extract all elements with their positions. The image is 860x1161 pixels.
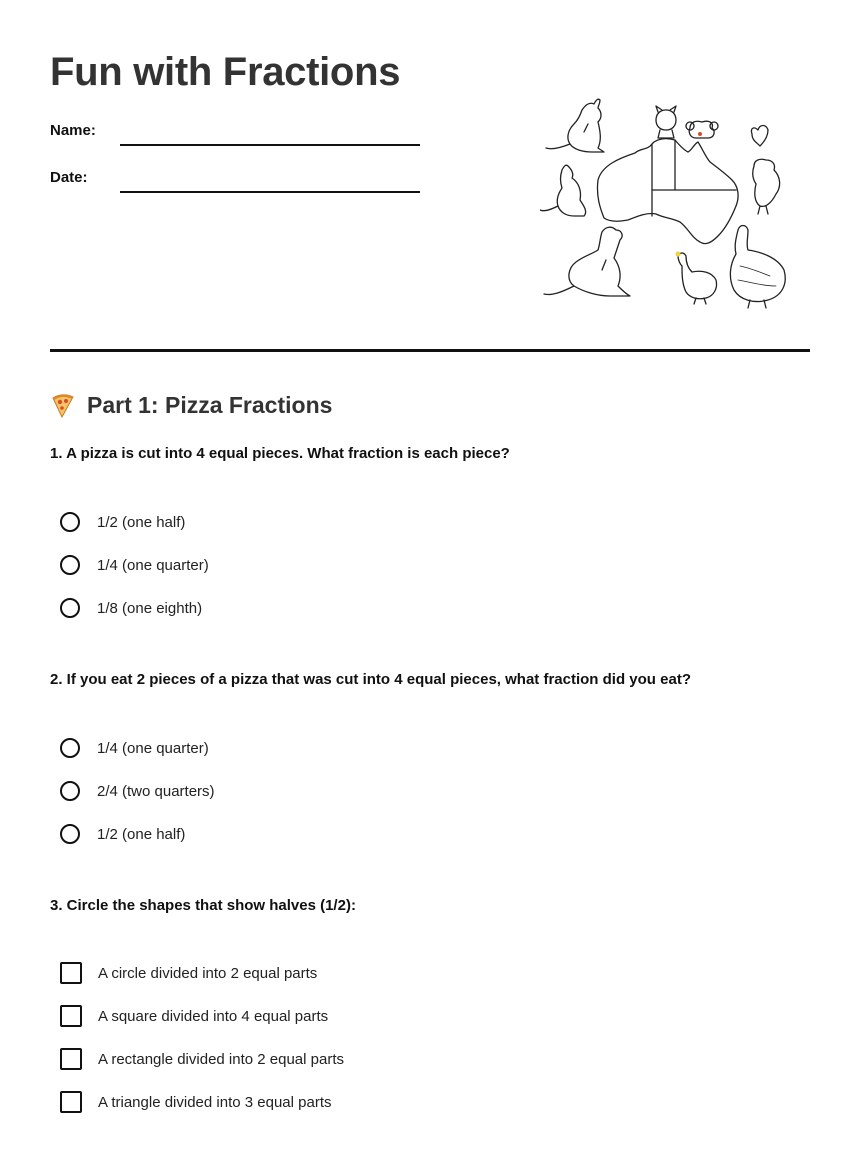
checkbox[interactable] — [60, 1005, 82, 1027]
option-label: 1/8 (one eighth) — [97, 599, 203, 617]
section-divider — [50, 349, 810, 352]
emu-large-icon — [730, 226, 785, 309]
q1-option-1[interactable] — [60, 509, 185, 535]
worksheet-page — [50, 0, 810, 1161]
q1-option-3[interactable] — [60, 595, 202, 621]
q3-option-3[interactable] — [60, 1046, 344, 1072]
q3-option-2[interactable] — [60, 1003, 328, 1029]
option-label: 1/4 (one quarter) — [97, 739, 209, 757]
q1-option-2[interactable] — [60, 552, 209, 578]
date-label: Date: — [50, 169, 88, 186]
australia-map-icon — [597, 139, 738, 244]
possum-icon — [656, 106, 676, 138]
part1-heading — [50, 388, 332, 422]
option-label: 1/2 (one half) — [97, 513, 186, 531]
q2-option-3[interactable] — [60, 821, 185, 847]
checkbox[interactable] — [60, 962, 82, 984]
option-label: A rectangle divided into 2 equal parts — [98, 1050, 344, 1068]
option-label: A square divided into 4 equal parts — [98, 1007, 329, 1025]
name-field[interactable] — [50, 122, 430, 152]
option-label: A triangle divided into 3 equal parts — [98, 1093, 332, 1111]
option-label: 1/4 (one quarter) — [97, 556, 209, 574]
radio-button[interactable] — [60, 512, 80, 532]
name-label: Name: — [50, 122, 96, 139]
radio-button[interactable] — [60, 824, 80, 844]
radio-button[interactable] — [60, 738, 80, 758]
date-line[interactable] — [120, 191, 420, 193]
radio-button[interactable] — [60, 555, 80, 575]
wallaby-icon — [540, 165, 586, 216]
pizza-icon — [50, 392, 76, 418]
page-title: Fun with Fractions — [50, 50, 401, 94]
date-field[interactable] — [50, 169, 430, 199]
part1-title: Part 1: Pizza Fractions — [87, 391, 333, 418]
australia-animals-illustration — [540, 90, 790, 310]
q2-option-1[interactable] — [60, 735, 209, 761]
radio-button[interactable] — [60, 781, 80, 801]
kangaroo-icon — [546, 99, 604, 152]
koala-icon — [686, 121, 718, 138]
option-label: 1/2 (one half) — [97, 825, 186, 843]
q3-option-1[interactable] — [60, 960, 317, 986]
question-3: 3. Circle the shapes that show halves (1/2): — [50, 897, 356, 914]
option-label: 2/4 (two quarters) — [97, 782, 215, 800]
q2-option-2[interactable] — [60, 778, 215, 804]
question-2: 2. If you eat 2 pieces of a pizza that was cut into 4 equal pieces, what fraction did you eat? — [50, 671, 691, 688]
q3-option-4[interactable] — [60, 1089, 332, 1115]
option-label: A circle divided into 2 equal parts — [98, 964, 318, 982]
owl-icon — [753, 159, 780, 214]
emu-small-icon — [678, 253, 717, 304]
checkbox[interactable] — [60, 1048, 82, 1070]
checkbox[interactable] — [60, 1091, 82, 1113]
name-line[interactable] — [120, 144, 420, 146]
radio-button[interactable] — [60, 598, 80, 618]
question-1: 1. A pizza is cut into 4 equal pieces. What fraction is each piece? — [50, 445, 510, 462]
kangaroo-large-icon — [544, 227, 630, 296]
bird-icon — [751, 126, 768, 147]
